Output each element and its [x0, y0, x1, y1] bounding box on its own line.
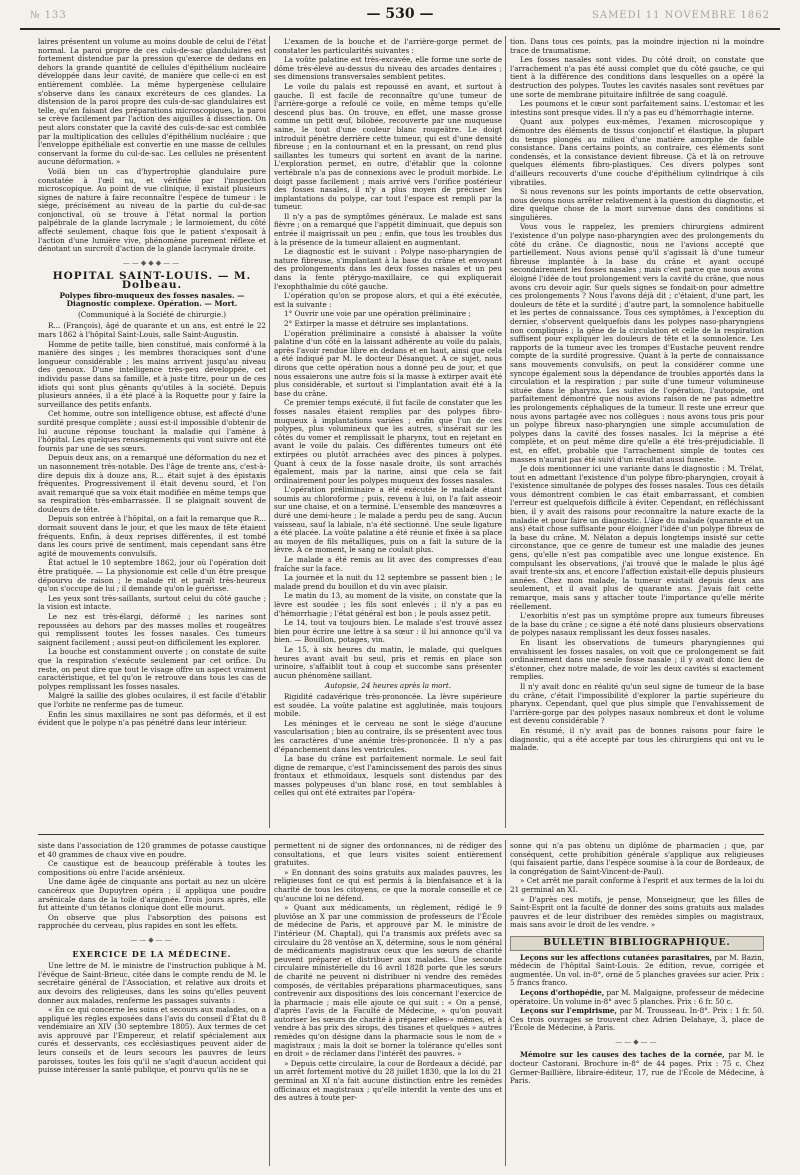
- paragraph: En résumé, il n'y avait pas de bonnes raisons pour faire le diagnostic, qui a été accepté par tous les chirurgiens qui ont vu le malade.: [510, 725, 764, 753]
- column-rule: [269, 36, 270, 828]
- paragraph: laires présentent un volume au moins double de celui de l'état normal. La paroi propre de ces culs-de-sac glandulaires est fortement distendue par la pression qu'exerce de dedans en dehors la grande quantité de cellules d'épithélium nucléaire développée dans leur cavité, de manière que celle-ci en est entièrement comblée. La même hypergenèse cellulaire s'observe dans les canaux excréteurs de ces glandes. La distension de la paroi propre des culs-de-sac glandulaires est telle, qu'en faisant des préparations microscopiques, la paroi se crève facilement par l'action des aiguilles à dissection. On peut alors constater que la cavité des culs-de-sac est comblée par la multiplication des cellules d'épithélium nucléaire ; que l'enveloppe épithéliale est convertie en une masse de cellules conservant la forme du cul-de-sac. Les cellules ne présentent aucune déformation. »: [38, 37, 266, 167]
- section-title: EXERCICE DE LA MÉDECINE.: [72, 948, 232, 959]
- paragraph: La journée et la nuit du 12 septembre se passent bien ; le malade prend du bouillon et du vin avec plaisir.: [274, 573, 502, 591]
- ornament-divider: ——◆◆◆——: [122, 258, 182, 267]
- section-note: (Communiqué à la Société de chirurgie.): [77, 309, 227, 319]
- paragraph: Le nez est très-élargi, déformé ; les narines sont repoussées au dehors par des masses molles et rougeâtres qui remplissent toutes les fosses nasales. Ces tumeurs saignent facilement ; aussi peut-on difficilement les explorer.: [38, 612, 266, 647]
- entry-text: par M. Bazin, médecin de l'hôpital Saint-Louis. 2e édition, revue, corrigée et augmentée. Un vol. in-8°, orné de 5 planches gravées sur acier. Prix : 5 francs franco.: [510, 952, 764, 988]
- paragraph: » En donnant des soins gratuits aux malades pauvres, les religieuses font ce qui est permis à la bienfaisance et à la charité de tous les citoyens, ce que la morale conseille et ce qu'aucune loi ne défend.: [274, 867, 502, 903]
- entry-text: par M. le docteur Castorani. Brochure in-8° de 44 pages. Prix : 75 c. Chez Germer-Baillière, libraire-éditeur, 17, rue de l'École de Médecine, à Paris.: [510, 1050, 765, 1086]
- paragraph: Homme de petite taille, bien constitué, mais conformé à la manière des singes ; les membres thoraciques sont d'une longueur considérable ; les mains arrivent jusqu'au niveau des genoux. D'une intelligence très-peu développée, cet individu passe dans sa famille, et à juste titre, pour un de ces idiots qui sont plus gênants qu'utiles à la société. Depuis plusieurs années, il a été placé à la Roquette pour y faire la surveillance des petits enfants.: [38, 339, 266, 409]
- section-divider: [38, 834, 764, 835]
- paragraph: » Cet arrêt me paraît conforme à l'esprit et aux termes de la loi du 21 germinal an XI.: [510, 876, 764, 894]
- paragraph: Depuis deux ans, on a remarqué une déformation du nez et un nasonnement très-notable. Des l'âge de trente ans, c'est-à-dire depuis dix à douze ans, R... était sujet à des épistaxis fréquentes. Progressivement il était devenu sourd, et l'on avait remarqué que sa voix était modifiée en même temps que sa respiration très-embarrassée. Il se plaignait souvent de douleurs de tête.: [38, 453, 266, 514]
- paragraph: Le matin du 13, au moment de la visite, on constate que la lèvre est soudée ; les fils sont enlevés ; il n'y a pas eu d'hémorrhagie ; l'état général est bon ; le pouls assez petit.: [274, 591, 502, 618]
- paragraph: Quant aux polypes eux-mêmes, l'examen microscopique y démontre des éléments de tissus conjonctif et élastique, la plupart du temps plongés au milieu d'une matière amorphe de faible consistance. Dans certains points, au contraire, ces éléments sont condensés, et la consistance devient fibreuse. Çà et là on retrouve quelques éléments fibro-plastiques. Ces divers polypes sont d'ailleurs recouverts d'une couche d'épithélium cylindrique à cils vibratiles.: [510, 117, 764, 187]
- column-1: [38, 38, 266, 729]
- lower-column-2: [274, 842, 502, 1104]
- paragraph: » D'après ces motifs, je pense, Monseigneur, que les filles de Saint-Esprit ont la faculté de donner des soins gratuits aux malades pauvres et de leur distribuer des remèdes simples ou magistraux, mais sans avoir le droit de les vendre. »: [510, 894, 764, 930]
- paragraph: « En ce qui concerne les soins et secours aux malades, on a appliqué les règles exposées dans l'avis du conseil d'État du 8 vendémiaire an XIV (30 septembre 1805). Aux termes de cet avis approuvé par l'Empereur, et relatif spécialement aux curés et desservants, ces ecclésiastiques peuvent aider de leurs conseils et de leurs secours les pauvres de leurs paroisses, toutes les fois qu'il ne s'agit d'aucun accident qui puisse intéresser la santé publique, et pourvu qu'ils ne se: [38, 1005, 266, 1075]
- paragraph: Les fosses nasales sont vides. Du côté droit, on constate que l'arrachement n'a pas été aussi complet que du côté gauche, ce qui tient à la différence des conditions dans lesquelles on a opéré la destruction des polypes. Toutes les cavités nasales sont revêtues par une sorte de membrane pituitaire infiltrée de sang coagulé.: [510, 55, 764, 99]
- paragraph: L'examen de la bouche et de l'arrière-gorge permet de constater les particularités suivantes :: [274, 37, 502, 55]
- entry-title: Mémoire sur les causes des taches de la cornée,: [520, 1050, 725, 1060]
- section-subtitle: Polypes fibro-muqueux des fosses nasales. — Diagnostic complexe. Opération. — Mort.: [59, 290, 245, 309]
- paragraph: L'exorbitis n'est pas un symptôme propre aux tumeurs fibreuses de la base du crâne ; ce signe a été noté dans plusieurs observations de polypes nasaux remplissant les deux fosses nasales.: [510, 611, 764, 638]
- paragraph: Le 14, tout va toujours bien. Le malade s'est trouvé assez bien pour écrire une lettre à sa sœur : il lui annonce qu'il va bien. — Bouillon, potages, vin.: [274, 618, 502, 645]
- paragraph: Rigidité cadavérique très-prononcée. La lèvre supérieure est soudée. La voûte palatine est agglutinée, mais toujours mobile.: [274, 691, 502, 719]
- page-header: [20, 4, 780, 30]
- paragraph: L'opération préliminaire a été exécutée le malade étant soumis au chloroforme ; puis, revenu à lui, on l'a fait asseoir sur une chaise, et on a terminé. L'ensemble des manœuvres a duré une demi-heure ; le malade a perdu peu de sang. Aucun vaisseau, sauf la labiale, n'a été sectionné. Une seule ligature a été placée. La voûte palatine a été réunie et fixée à sa place au moyen de fils métalliques, puis on a fait la suture de la lèvre. A ce moment, le sang ne coulait plus.: [274, 485, 502, 555]
- paragraph: Cet homme, outre son intelligence obtuse, est affecté d'une surdité presque complète ; aussi est-il impossible d'obtenir de lui aucune réponse touchant la maladie qui l'amène à l'hôpital. Les quelques renseignements qui vont suivre ont été fournis par une de ses sœurs.: [38, 409, 266, 453]
- bibliography-entry: [510, 954, 764, 988]
- bleed-through-right: SAMEDI 11 NOVEMBRE 1862: [592, 10, 770, 21]
- paragraph: Le 15, à six heures du matin, le malade, qui quelques heures avant avait bu seul, pris et remis en place son urinoire, s'affaiblit tout à coup et succombe sans présenter aucun phénomène saillant.: [274, 644, 502, 680]
- bibliography-entry: [510, 989, 764, 1006]
- entry-text: par M. Trousseau. In-8°. Prix : 1 fr. 50. Ces trois ouvrages se trouvent chez Adrien Delahaye, 3, place de l'École de Médecine, à Paris.: [510, 1006, 764, 1033]
- entry-title: Leçons d'orthopédie,: [520, 987, 605, 997]
- paragraph: Je dois mentionner ici une variante dans le diagnostic : M. Trélat, tout en admettant l'existence d'un polype fibro-pharyngien, croyait à l'existence simultanée de polypes des fosses nasales. Tous ces détails vous démontrent combien le cas était embarrassant, et combien l'erreur est quelquefois difficile à éviter. Cependant, en réfléchissant bien, il y avait des raisons pour reconnaître la nature exacte de la maladie et pour faire un diagnostic. L'âge du malade (quarante et un ans) était chose suffisante pour éloigner l'idée d'un polype fibreux de la base du crâne. M. Nélaton a depuis longtemps insisté sur cette circonstance, que ce genre de tumeur est une maladie des jeunes gens, qu'elle n'est pas compatible avec une longue existence. En compulsant les observations, j'ai trouvé que le malade le plus âgé avait trente-six ans, et encore l'affection existait-elle depuis plusieurs années. Chez mon malade, la tumeur existait depuis deux ans seulement, et il avait plus de quarante ans. J'avais fait cette remarque, mais sans y attacher toute l'importance qu'elle mérite réellement.: [510, 464, 764, 611]
- paragraph: Une dame âgée de cinquante ans portait au nez un ulcère cancéreux que Dupuytren opéra ; il appliqua une poudre arsénicale dans de la toile d'araignée. Trois jours après, elle fut atteinte d'un tétanos clonique dont elle mourut.: [38, 877, 266, 913]
- paragraph: Il n'y a pas de symptômes généraux. Le malade est sans fièvre ; on a remarqué que l'appétit diminuait, que depuis son entrée il maigrissait un peu ; enfin, que tous les troubles dus à la présence de la tumeur allaient en augmentant.: [274, 211, 502, 247]
- paragraph: La base du crâne est parfaitement normale. Le seul fait digne de remarque, c'est l'amincissement des parois des sinus frontaux et ethmoïdaux, lesquels sont distendus par des masses polypeuses d'un blanc rosé, en tout semblables à celles qui ont été extraites par l'opéra-: [274, 754, 502, 798]
- paragraph: Le voile du palais est repoussé en avant, et surtout à gauche. Il est facile de reconnaître qu'une tumeur de l'arrière-gorge a refoulé ce voile, en même temps qu'elle descend plus bas. On trouve, en effet, une masse grosse comme un petit œuf, bilobée, recouverte par une muqueuse saine, le tout d'une couleur blanc rougeâtre. Le doigt introduit pénètre derrière cette tumeur, qui est d'une densité fibreuse ; en la contournant et en la pressant, on rend plus saillantes les tumeurs qui sortent en avant de la narine. L'exploration permet, en outre, d'établir que la colonne vertébrale n'a pas de connexions avec le produit morbide. Le doigt passe facilement ; mais arrivé vers l'orifice postérieur des fosses nasales, il n'y a plus moyen de préciser les implantations du polype, car tout l'espace est rempli par la tumeur.: [274, 81, 502, 212]
- bibliography-entry: [510, 1007, 764, 1033]
- paragraph: siste dans l'association de 120 grammes de potasse caustique et 40 grammes de chaux vive en poudre.: [38, 841, 266, 859]
- paragraph: sonne qui n'a pas obtenu un diplôme de pharmacien ; que, par conséquent, cette prohibition générale s'applique aux religieuses (qui faisaient partie, dans l'espèce soumise à la cour de Bordeaux, de la congrégation de Saint-Vincent-de-Paul).: [510, 841, 764, 876]
- bulletin-heading: BULLETIN BIBLIOGRAPHIQUE.: [510, 936, 764, 951]
- paragraph: Si nous revenons sur les points importants de cette observation, nous devons nous arrêter relativement à la question du diagnostic, et dire quelque chose de la mort survenue dans des conditions si singulières.: [510, 187, 764, 222]
- entry-text: par M. Malgaigne, professeur de médecine opératoire. Un volume in-8° avec 5 planches. Prix : 6 fr. 50 c.: [510, 987, 764, 1006]
- paragraph: La voûte palatine est très-excavée, elle forme une sorte de dôme très-élevé au-dessus du niveau des arcades dentaires ; ses dimensions transversales semblent petites.: [274, 55, 502, 82]
- page-number: — 530 —: [366, 6, 434, 22]
- paragraph: En lisant les observations de tumeurs pharyngiennes qui envahissent les fosses nasales, on voit que ce prolongement se fait ordinairement dans une seule fosse nasale ; il y avait donc lieu de s'étonner, chez notre malade, de voir les deux cavités si exactement remplies.: [510, 637, 764, 682]
- paragraph: Ce caustique est de beaucoup préférable à toutes les compositions où entre l'acide arsénieux.: [38, 859, 266, 877]
- paragraph: Ce premier temps exécuté, il fut facile de constater que les fosses nasales étaient remplies par des polypes fibro-muqueux à implantations variées ; enfin que l'un de ces polypes, plus volumineux que les autres, s'insérait sur les côtés du vomer et remplissait le pharynx, tout en rejetant en avant le voile du palais. Ces différentes tumeurs ont été extirpées ou plutôt arrachées avec des pinces à polypes. Quant à ceux de la fosse nasale droite, ils sont arrachés également, mais par la narine, ainsi que cela se fait ordinairement pour les polypes muqueux des fosses nasales.: [274, 398, 502, 485]
- column-rule: [269, 840, 270, 1166]
- paragraph: Depuis son entrée à l'hôpital, on a fait la remarque que R... dormait souvent dans le jour, et que les maux de tête étaient fréquents. Enfin, à deux reprises différentes, il est tombé dans les cours privé de sentiment, mais cependant sans être agité de mouvements convulsifs.: [38, 514, 266, 558]
- paragraph: On observe que plus l'absorption des poisons est rapprochée du cerveau, plus rapides en sont les effets.: [38, 912, 266, 931]
- paragraph: tion. Dans tous ces points, pas la moindre injection ni la moindre trace de traumatisme.: [510, 37, 764, 55]
- paragraph: Enfin les sinus maxillaires ne sont pas déformés, et il est évident que le polype n'a pas pénétré dans leur intérieur.: [38, 709, 266, 728]
- paragraph: permettent ni de signer des ordonnances, ni de rédiger des consultations, et que leurs visites soient entièrement gratuites.: [274, 841, 502, 868]
- paragraph: » Quant aux médicaments, un règlement, rédigé le 9 pluviôse an X par une commission de professeurs de l'École de médecine de Paris, et approuvé par M. le ministre de l'intérieur (M. Chaptal), qui l'a transmis aux préfets avec sa circulaire du 28 ventôse an X, détermine, sous le nom général de médicaments magistraux ceux que les sœurs de charité peuvent préparer et distribuer aux malades. Une seconde circulaire ministérielle du 16 avril 1828 porte que les sœurs de charité ne peuvent ni distribuer ni vendre des remèdes composés, de véritables préparations pharmaceutiques, sans contrevenir aux dispositions des lois concernant l'exercice de la pharmacie ; mais elle ajoute ce qui suit : « On a pensé, d'après l'avis de la Faculté de Médecine, » qu'on pouvait autoriser les sœurs de charité à préparer elles-» mêmes, et à vendre à bas prix des sirops, des tisanes et quelques » autres remèdes qu'on désigne dans la pharmacie sous le nom de » magistraux ; mais la doit se borner la tolérance qu'elles sont en droit » de réclamer dans l'intérêt des pauvres. »: [274, 903, 502, 1059]
- bleed-through-left: № 133: [30, 10, 67, 21]
- paragraph: L'opération préliminaire a consisté à abaisser la voûte palatine d'un côté en la laissant adhérente au voile du palais, après l'avoir rendue libre en dedans et en haut, ainsi que cela a été indiqué par M. le docteur Désanquet. A ce sujet, nous dirons que cette opération nous a donné peu de jour, et que nous essaierons une autre fois si la masse à extirper avait été plus considérable, et surtout si l'implantation avait été à la base du crâne.: [274, 328, 502, 398]
- paragraph: Le diagnostic est le suivant : Polype naso-pharyngien de nature fibreuse, s'implantant à la base du crâne et envoyant des prolongements dans les deux fosses nasales et un peu dans la fente ptérygo-maxillaire, ce qui expliquerait l'exophthalmie du côté gauche.: [274, 247, 502, 291]
- entry-title: Leçons sur les affections cutanées parasitaires,: [520, 952, 713, 962]
- entry-title: Leçons sur l'empirisme,: [520, 1006, 618, 1016]
- column-rule: [505, 840, 506, 1166]
- ornament-divider: ——◆——: [130, 935, 174, 944]
- paragraph: Vous vous le rappelez, les premiers chirurgiens admirent l'existence d'un polype naso-pharyngien avec des prolongements du côté du crâne. Ce diagnostic, nous ne l'avions accepté que partiellement. Nous avions pensé qu'il s'agissait là d'une tumeur fibreuse implantée à la base du crâne et ayant occupé secondairement les fosses nasales ; mais c'est parce que nous avons éloigné l'idée de tout prolongement vers la cavité du crâne, que nous avons cru devoir agir. Sur quels signes se fondait-on pour admettre ces prolongements ? Nous l'avons déjà dit ; c'étaient, d'une part, les douleurs de tête et la surdité ; d'autre part, la somnolence habituelle et les pertes de connaissance. Tous ces symptômes, à l'exception du dernier, s'observent quelquefois dans les polypes naso-pharyngiens non compliqués ; la gêne de la circulation et celle de la respiration suffisent pour expliquer les douleurs de tête et la somnolence. Les rapports de la tumeur avec les trompes d'Eustache peuvent rendre compte de la surdité progressive. Quant à la perte de connaissance sans mouvements convulsifs, on peut la considérer comme une syncope également sous la dépendance de troubles apportés dans la circulation et la respiration ; par suite d'une tumeur volumineuse située dans le pharynx. Les suites de l'opération, l'autopsie, ont parfaitement démontré que nous avions raison de ne pas admettre les prolongements céphaliques de la tumeur. Il reste une erreur que nous avons partagée avec nos collègues : nous avons tous pris pour un polype fibreux naso-pharyngien une simple accumulation de polypes dans la cavité des fosses nasales. Ici la méprise a été complète, et on peut même dire qu'elle a été très-préjudiciable. Il est, en effet, probable que l'arrachement simple de toutes ces masses n'aurait pas été suivi d'un résultat aussi funeste.: [510, 222, 764, 464]
- paragraph: L'opération qu'on se propose alors, et qui a été exécutée, est la suivante :: [274, 291, 502, 309]
- paragraph: Malgré la saillie des globes oculaires, il est facile d'établir que l'orbite ne renferme pas de tumeur.: [38, 691, 266, 709]
- column-rule: [505, 36, 506, 828]
- paragraph: Le malade a été remis au lit avec des compresses d'eau fraîche sur la face.: [274, 555, 502, 573]
- section-title: HOPITAL SAINT-LOUIS. — M. Dolbeau.: [52, 270, 252, 292]
- paragraph: » Depuis cette circulaire, la cour de Bordeaux a décidé, par un arrêt fortement motivé du 28 juillet 1830, que la loi du 21 germinal an XI n'a fait aucune distinction entre les remèdes officinaux et magistraux ; qu'elle interdit la vente des uns et des autres à toute per-: [274, 1058, 502, 1103]
- column-3: [510, 38, 764, 754]
- paragraph: 1° Ouvrir une voie par une opération préliminaire ;: [284, 309, 471, 319]
- paragraph: La bouche est constamment ouverte ; on constate de suite que la respiration s'exécute seulement par cet orifice. Du reste, on peut dire que tout le visage offre un aspect vraiment caractéristique, et tel qu'on le retrouve dans tous les cas de polypes remplissant les fosses nasales.: [38, 647, 266, 691]
- paragraph: Les yeux sont très-saillants, surtout celui du côté gauche ; la vision est intacte.: [38, 593, 266, 612]
- bibliography-entry: [510, 1051, 764, 1085]
- paragraph: 2° Extirper la masse et détruire ses implantations.: [284, 319, 469, 328]
- paragraph: Les poumons et le cœur sont parfaitement sains. L'estomac et les intestins sont presque vides. Il n'y a pas eu d'hémorrhagie interne.: [510, 99, 764, 117]
- paragraph: Voilà bien un cas d'hypertrophie glandulaire pure constatée à l'œil nu, et vérifiée par l'inspection microscopique. Au point de vue clinique, il existait plusieurs signes de nature à faire reconnaître l'espèce de tumeur : le siége, précisément au niveau de la partie du cul-de-sac conjonctival, où se trouve à l'état normal la portion palpébrale de la glande lacrymale ; le larmoiement, du côté affecté seulement, chaque fois que le patient s'exposait à l'action d'une lumière vive, phénomène purement réflexe et dénotant un surcroît d'action de la glande lacrymale droite.: [38, 166, 266, 254]
- autopsy-heading: Autopsie, 24 heures après la mort.: [324, 681, 452, 691]
- paragraph: Les méninges et le cerveau ne sont le siége d'aucune vascularisation ; bien au contraire, ils se présentent avec tous les caractères d'une anémie très-prononcée. Il n'y a pas d'épanchement dans les ventricules.: [274, 718, 502, 754]
- paragraph: Une lettre de M. le ministre de l'instruction publique à M. l'évêque de Saint-Brieuc, citée dans le compte rendu de M. le secrétaire général de l'Association, et relative aux droits et aux devoirs des religieuses, dans les soins qu'elles peuvent donner aux malades, renferme les passages suivants :: [38, 961, 266, 1005]
- ornament-divider: ——◆——: [615, 1037, 659, 1046]
- lower-column-1: [38, 842, 266, 1076]
- column-2: [274, 38, 502, 799]
- lower-column-3: [510, 842, 764, 1087]
- paragraph: Il n'y avait donc en réalité qu'un seul signe de tumeur de la base du crâne, c'était l'impossibilité d'explorer la partie supérieure du pharynx. Cependant, quel que plus simple que l'envahissement de l'arrière-gorge par des polypes nasaux nombreux et dont le volume est devenu considérable ?: [510, 681, 764, 726]
- paragraph: État actuel le 10 septembre 1862, jour où l'opération doit être pratiquée. — La physionomie est celle d'un être presque dépourvu de raison ; le malade rit et paraît très-heureux qu'on s'occupe de lui ; il demande qu'on le guérisse.: [38, 558, 266, 594]
- paragraph: R... (François), âgé de quarante et un ans, est entré le 22 mars 1862 à l'hôpital Saint-Louis, salle Saint-Augustin.: [38, 321, 266, 339]
